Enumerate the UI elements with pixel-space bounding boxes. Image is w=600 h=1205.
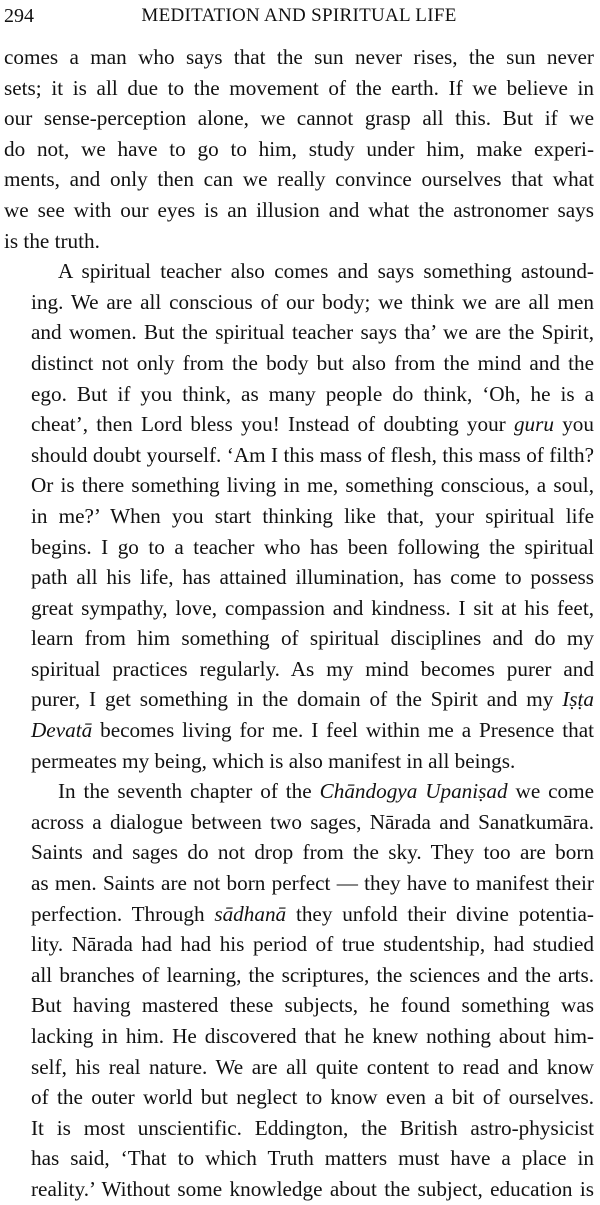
paragraph-2: [4, 256, 594, 776]
text-line: reality.’ Without some knowledge about the subject, education is: [31, 1176, 594, 1201]
text-line: perfection. Through sādhanā they unfold their divine potentia-: [31, 901, 594, 926]
text-line: great sympathy, love, compassion and kindness. I sit at his feet,: [31, 595, 594, 620]
text-line: Devatā becomes living for me. I feel within me a Presence that: [31, 718, 594, 743]
text-line: of the outer world but neglect to know even a bit of ourselves.: [31, 1085, 594, 1110]
paragraph-3: [4, 776, 594, 1204]
italic-term: guru: [513, 412, 554, 437]
running-head: [4, 0, 594, 32]
text-line: comes a man who says that the sun never rises, the sun never: [4, 45, 594, 69]
text-line: our sense-perception alone, we cannot grasp all this. But if we: [4, 106, 594, 131]
italic-term: Chāndogya Upaniṣad: [319, 779, 508, 804]
italic-term: sādhanā: [214, 901, 287, 926]
text-line: begins. I go to a teacher who has been following the spiritual: [31, 534, 594, 559]
text-line: purer, I get something in the domain of the Spirit and my Iṣṭa: [31, 687, 594, 712]
text-line: as men. Saints are not born perfect — they have to manifest their: [31, 871, 594, 896]
text-line: is the truth.: [4, 228, 100, 253]
paragraph-1: [4, 42, 594, 256]
text-line: lity. Nārada had had his period of true studentship, had studied: [31, 932, 594, 957]
text-line: we see with our eyes is an illusion and what the astronomer says: [4, 197, 594, 222]
text-line: path all his life, has attained illumination, has come to possess: [31, 565, 594, 590]
text-line: should doubt yourself. ‘Am I this mass of flesh, this mass of filth?: [31, 442, 594, 467]
text-line: all branches of learning, the scriptures, the sciences and the arts.: [31, 962, 594, 987]
text-line: It is most unscientific. Eddington, the British astro-physicist: [31, 1115, 594, 1140]
text-line: Or is there something living in me, something conscious, a soul,: [31, 473, 594, 498]
text-line: Saints and sages do not drop from the sky. They too are born: [31, 840, 594, 865]
text-line: A spiritual teacher also comes and says something astound-: [58, 259, 594, 284]
text-line: distinct not only from the body but also from the mind and the: [31, 350, 594, 375]
text-line: spiritual practices regularly. As my mind becomes purer and: [31, 656, 594, 681]
text-line: learn from him something of spiritual disciplines and do my: [31, 626, 594, 651]
italic-term: Iṣṭa: [562, 687, 594, 712]
text-line: ing. We are all conscious of our body; we think we are all men: [31, 289, 594, 314]
text-line: ego. But if you think, as many people do think, ‘Oh, he is a: [31, 381, 594, 406]
text-line: self, his real nature. We are all quite content to read and know: [31, 1054, 594, 1079]
text-line: ments, and only then can we really convince ourselves that what: [4, 167, 594, 192]
text-line: In the seventh chapter of the Chāndogya Upaniṣad we come: [58, 779, 595, 804]
text-line: do not, we have to go to him, study under him, make experi-: [4, 136, 594, 161]
italic-term: Devatā: [31, 718, 93, 743]
text-line: in me?’ When you start thinking like that, your spiritual life: [31, 503, 594, 528]
text-line: has said, ‘That to which Truth matters must have a place in: [31, 1146, 594, 1171]
text-line: permeates my being, which is also manifest in all beings.: [31, 748, 516, 773]
page-number: 294: [4, 5, 34, 27]
text-line: But having mastered these subjects, he found something was: [31, 993, 594, 1018]
text-line: and women. But the spiritual teacher says tha’ we are the Spirit,: [31, 320, 594, 345]
body-text: [4, 42, 594, 1205]
running-title: MEDITATION AND SPIRITUAL LIFE: [141, 5, 457, 26]
text-line: sets; it is all due to the movement of the earth. If we believe in: [4, 75, 594, 100]
text-line: lacking in him. He discovered that he knew nothing about him-: [31, 1024, 594, 1048]
text-line: cheat’, then Lord bless you! Instead of doubting your guru you: [31, 412, 594, 437]
text-line: across a dialogue between two sages, Nārada and Sanatkumāra.: [31, 809, 594, 834]
